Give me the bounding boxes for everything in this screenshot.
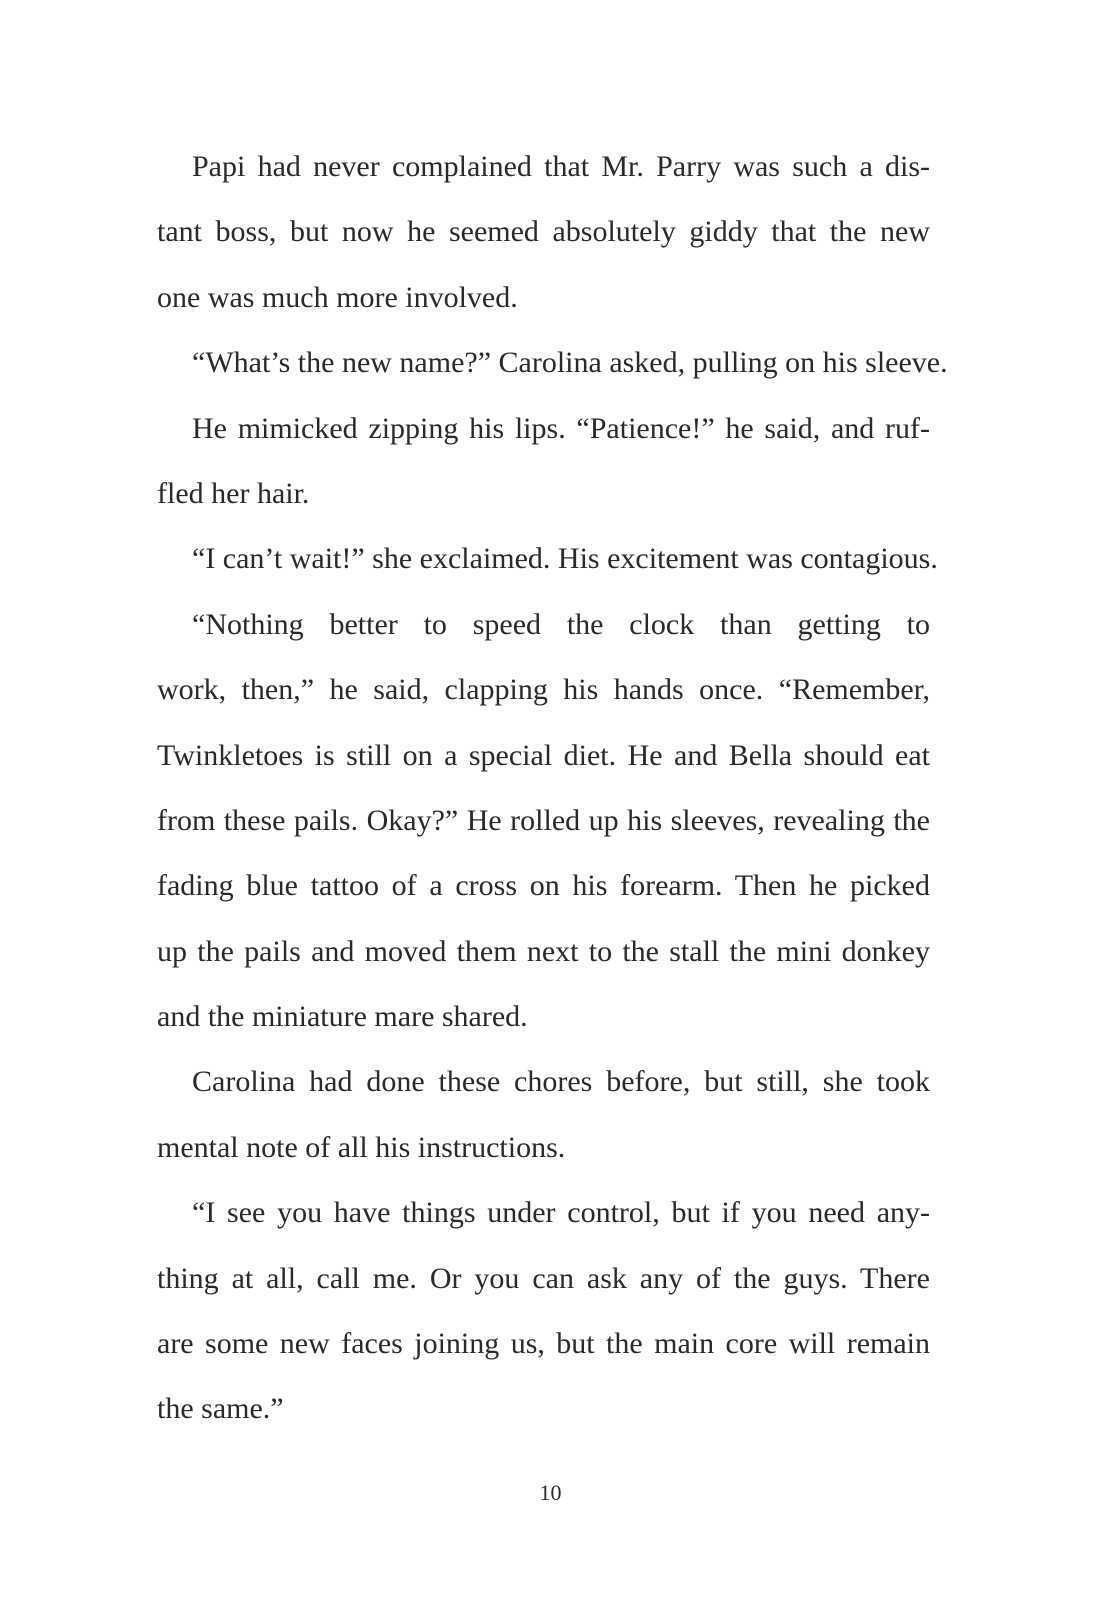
- text-line: work, then,” he said, clapping his hands once. “Remember,: [157, 673, 930, 707]
- text-line: up the pails and moved them next to the stall the mini donkey: [157, 934, 930, 968]
- text-line: Carolina had done these chores before, but still, she took: [192, 1065, 930, 1099]
- text-line: “What’s the new name?” Carolina asked, pulling on his sleeve.: [192, 346, 948, 380]
- text-line: “I see you have things under control, but if you need any-: [192, 1196, 930, 1230]
- body-text: [157, 134, 948, 1442]
- text-line: and the miniature mare shared.: [157, 1000, 528, 1034]
- text-line: fled her hair.: [157, 476, 310, 510]
- page-number: 10: [539, 1480, 562, 1505]
- text-line: fading blue tattoo of a cross on his forearm. Then he picked: [157, 869, 930, 903]
- text-line: Papi had never complained that Mr. Parry was such a dis-: [192, 150, 930, 183]
- text-line: from these pails. Okay?” He rolled up his sleeves, revealing the: [157, 803, 930, 837]
- text-line: “Nothing better to speed the clock than getting to: [192, 607, 930, 641]
- text-line: the same.”: [157, 1392, 284, 1426]
- text-line: thing at all, call me. Or you can ask any of the guys. There: [157, 1261, 930, 1295]
- text-line: He mimicked zipping his lips. “Patience!” he said, and ruf-: [192, 411, 930, 445]
- text-line: one was much more involved.: [157, 280, 518, 314]
- text-line: mental note of all his instructions.: [157, 1130, 566, 1164]
- text-line: are some new faces joining us, but the main core will remain: [157, 1327, 930, 1361]
- text-line: tant boss, but now he seemed absolutely giddy that the new: [157, 215, 930, 249]
- text-line: Twinkletoes is still on a special diet. He and Bella should eat: [157, 738, 930, 772]
- text-line: “I can’t wait!” she exclaimed. His excitement was contagious.: [192, 542, 938, 576]
